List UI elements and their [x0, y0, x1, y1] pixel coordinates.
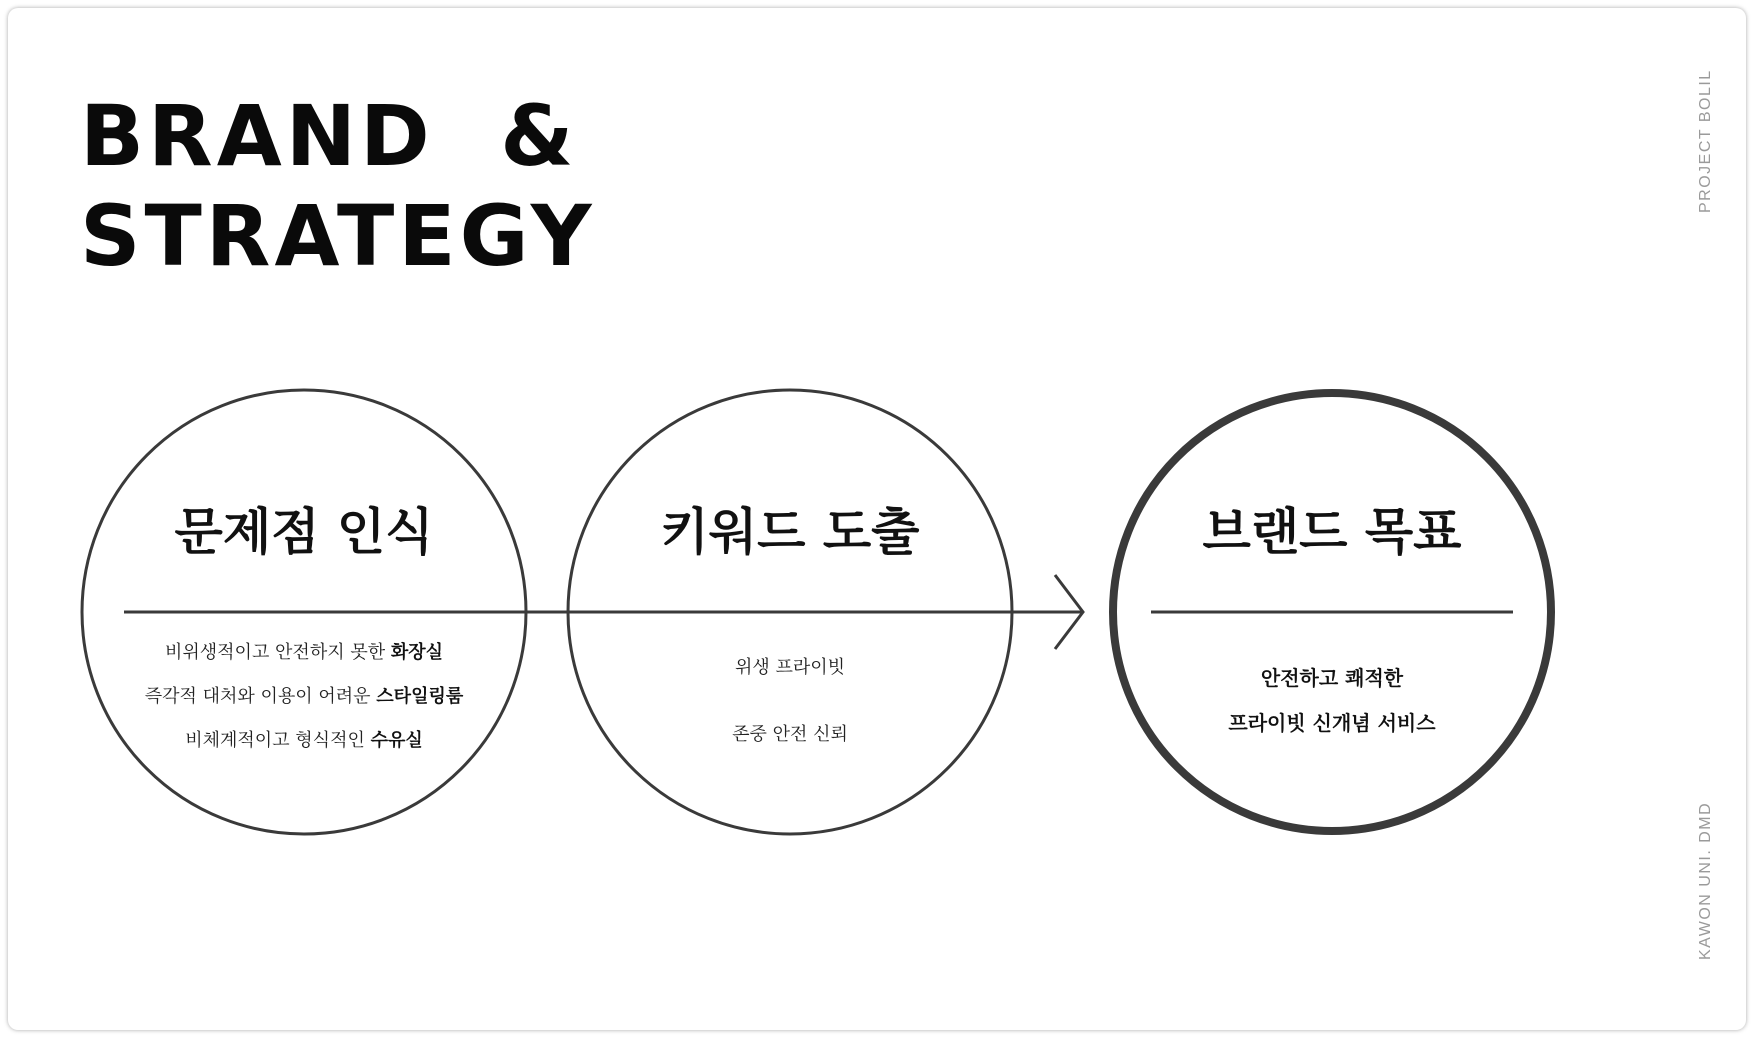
goal-line-1: 안전하고 쾌적한 — [1260, 666, 1404, 690]
step-title-keywords: 키워드 도출 — [660, 503, 920, 561]
step-title-problem: 문제점 인식 — [174, 503, 434, 561]
problem-line-2: 즉각적 대처와 이용이 어려운 스타일링룸 — [144, 686, 464, 707]
problem-line-3: 비체계적이고 형식적인 수유실 — [185, 730, 423, 751]
keywords-line-1: 위생 프라이빗 — [734, 657, 846, 678]
problem-line-1: 비위생적이고 안전하지 못한 화장실 — [165, 642, 443, 663]
goal-line-2: 프라이빗 신개념 서비스 — [1228, 711, 1436, 735]
step-body-problem — [104, 641, 504, 753]
step-title-goal: 브랜드 목표 — [1202, 503, 1462, 561]
slide — [8, 8, 1746, 1030]
project-label: PROJECT BOLIL — [1697, 69, 1714, 213]
keywords-line-2: 존중 안전 신뢰 — [732, 724, 848, 745]
title-line-2: STRATEGY — [80, 187, 596, 285]
author-label: KAWON UNI. DMD — [1697, 801, 1714, 960]
title-line-1: BRAND & — [80, 87, 578, 185]
